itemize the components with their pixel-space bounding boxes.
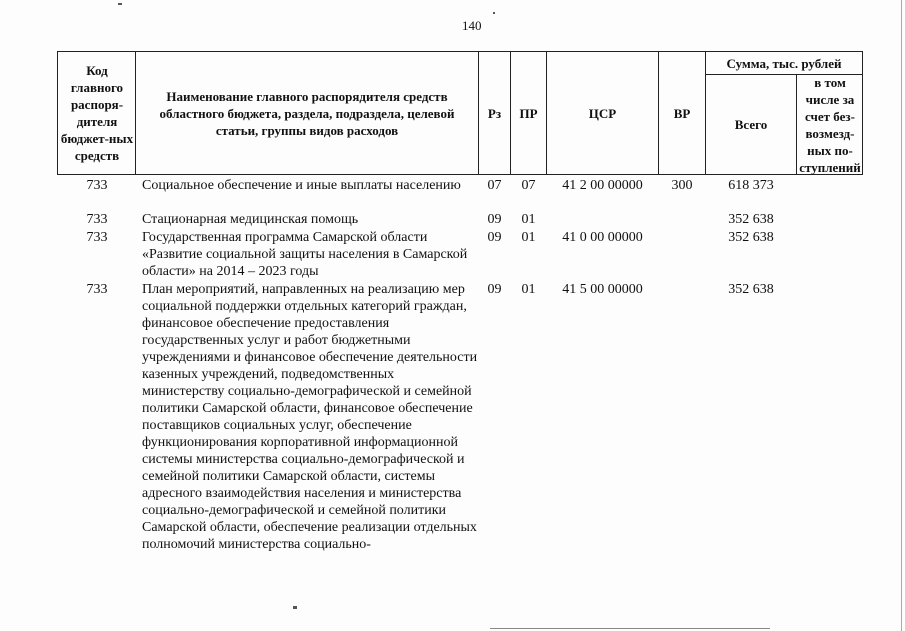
- row-csr: 41 2 00 00000: [562, 178, 643, 193]
- row-csr: 41 5 00 00000: [562, 282, 643, 297]
- row-total: 352 638: [728, 282, 774, 297]
- row-total: 352 638: [728, 230, 774, 245]
- header-pr: ПР: [519, 105, 538, 121]
- row-total: 618 373: [728, 178, 774, 193]
- scan-edge: [901, 0, 902, 631]
- row-code: 733: [86, 282, 108, 297]
- header-sum-group: Сумма, тыс. рублей: [726, 55, 842, 71]
- row-total: 352 638: [728, 212, 774, 227]
- scan-speck: [493, 12, 495, 14]
- header-code: Код главного распоря-дителя бюджет-ных средств: [60, 63, 134, 163]
- row-csr: 41 0 00 00000: [562, 230, 643, 245]
- row-rz: 09: [487, 212, 502, 227]
- header-grants: в том числе за счет без-возмезд-ных по-ступлений: [799, 74, 861, 175]
- scan-speck: [293, 606, 297, 609]
- scan-edge: [490, 628, 770, 629]
- row-pr: 01: [521, 282, 536, 297]
- row-pr: 01: [521, 212, 536, 227]
- row-rz: 09: [487, 230, 502, 245]
- row-name: Социальное обеспечение и иные выплаты населению: [142, 178, 461, 193]
- row-pr: 01: [521, 230, 536, 245]
- scan-speck: [118, 3, 122, 5]
- row-rz: 09: [487, 282, 502, 297]
- row-code: 733: [86, 212, 108, 227]
- row-name: План мероприятий, направленных на реализацию мер социальной поддержки отдельных категорий граждан, финансовое обеспечение предоставления государственных услуг и работ бюджетными учреждениями и финансовое обеспечение деятельности казенных учреждений, подведомственных министерству социально-демографической и семейной политики Самарской области, финансовое обеспечение поставщиков социальных услуг, обеспечение функционирования корпоративной информационной системы министерства социально-демографической и семейной политики Самарской области, системы адресного взаимодействия населения и министерства социально-демографической и семейной политики Самарской области, обеспечение реализации отдельных полномочий министерства социально-: [142, 282, 478, 552]
- header-vr: ВР: [673, 105, 691, 121]
- row-code: 733: [86, 178, 108, 193]
- page-number: 140: [462, 18, 482, 33]
- row-vr: 300: [671, 178, 693, 193]
- header-total: Всего: [734, 117, 768, 132]
- row-rz: 07: [487, 178, 502, 193]
- row-pr: 07: [521, 178, 536, 193]
- row-name: Государственная программа Самарской области «Развитие социальной защиты населения в Самарской области» на 2014 – 2023 годы: [142, 230, 468, 279]
- header-csr: ЦСР: [588, 105, 617, 121]
- row-code: 733: [86, 230, 108, 245]
- header-rz: Рз: [487, 105, 502, 121]
- header-name: Наименование главного распорядителя средств областного бюджета, раздела, подраздела, целевой статьи, группы видов расходов: [159, 88, 455, 138]
- row-name: Стационарная медицинская помощь: [142, 212, 359, 227]
